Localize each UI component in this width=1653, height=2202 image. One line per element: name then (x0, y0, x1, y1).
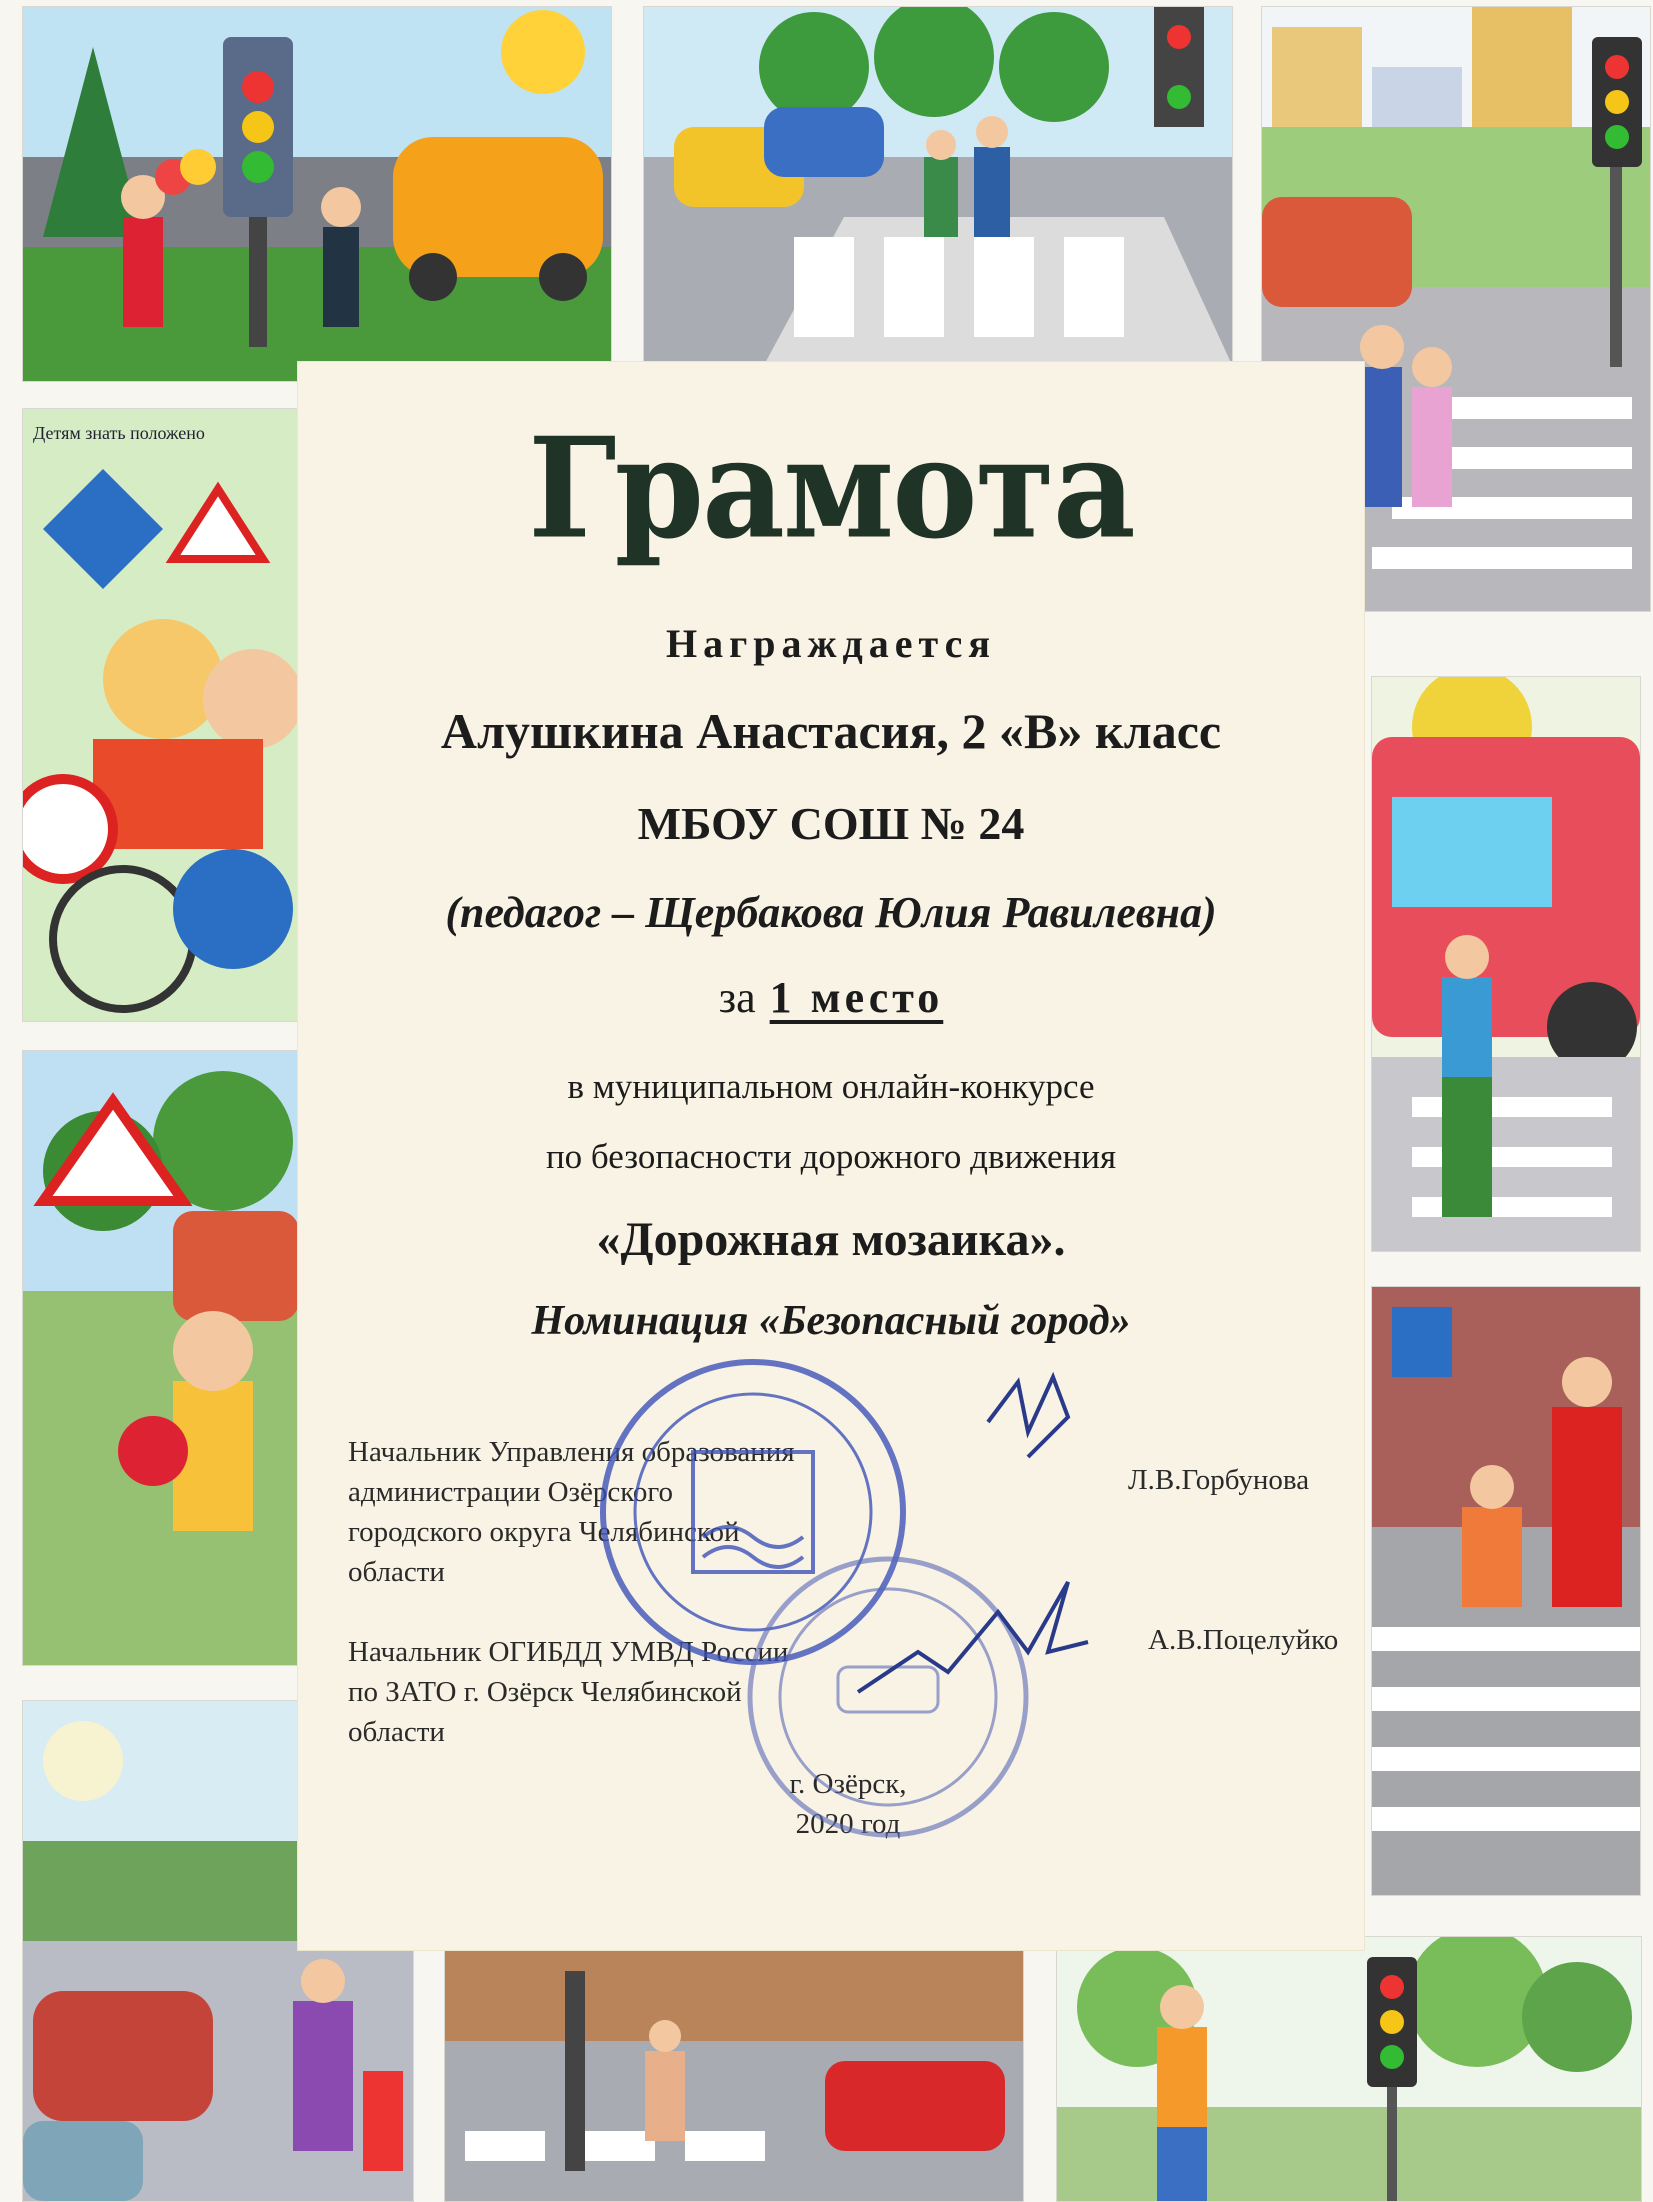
city-year (728, 1764, 968, 1844)
teacher-name: (педагог – Щербакова Юлия Равилевна) (445, 888, 1217, 937)
drawing-mother-daughter-crossing (1371, 1286, 1641, 1896)
signatory-2-line: Начальник ОГИБДД УМВД России (348, 1636, 789, 1668)
certificate-title: Грамота (528, 408, 1134, 570)
drawing-crosswalk-red-car (444, 1950, 1024, 2202)
contest-line-1: в муниципальном онлайн-конкурсе (567, 1067, 1095, 1106)
contest-name: «Дорожная мозаика». (596, 1213, 1066, 1266)
drawing-park-traffic-light (1056, 1936, 1642, 2202)
recipient-name: Алушкина Анастасия, 2 «В» класс (440, 703, 1222, 759)
year: 2020 год (795, 1808, 901, 1840)
signature-2 (858, 1582, 1088, 1692)
nomination: Номинация «Безопасный город» (531, 1298, 1131, 1344)
signatory-2-line: области (348, 1716, 445, 1748)
signatory-2-title (348, 1632, 788, 1752)
place-value: 1 место (769, 973, 944, 1022)
certificate (298, 362, 1364, 1950)
place-line (298, 972, 1364, 1023)
awarded-label: Награждается (665, 621, 997, 666)
city: г. Озёрск, (789, 1768, 907, 1800)
drawing-road-signs-kids (22, 408, 304, 1022)
drawing-crosswalk-trees (643, 6, 1233, 366)
signatory-1-title (348, 1432, 795, 1592)
contest-line-2: по безопасности дорожного движения (545, 1137, 1117, 1176)
signatory-1-line: администрации Озёрского (348, 1476, 674, 1508)
signatory-1-line: области (348, 1556, 445, 1588)
signatory-2-name: А.В.Поцелуйко (1148, 1624, 1339, 1656)
signatory-1-line: Начальник Управления образования (348, 1436, 795, 1468)
drawing-ambulance-pedestrian (1371, 676, 1641, 1252)
svg-text:Детям знать положено: Детям знать положено (33, 423, 205, 443)
signatory-2-line: по ЗАТО г. Озёрск Челябинской (348, 1676, 742, 1708)
drawing-traffic-light-bus (22, 6, 612, 382)
signatory-1-name: Л.В.Горбунова (1128, 1464, 1310, 1496)
school-name: МБОУ СОШ № 24 (637, 798, 1025, 849)
place-prefix: за (718, 973, 756, 1022)
drawing-girl-ball (22, 1050, 300, 1666)
signatory-1-line: городского округа Челябинской (348, 1516, 740, 1548)
signature-1 (988, 1377, 1068, 1457)
